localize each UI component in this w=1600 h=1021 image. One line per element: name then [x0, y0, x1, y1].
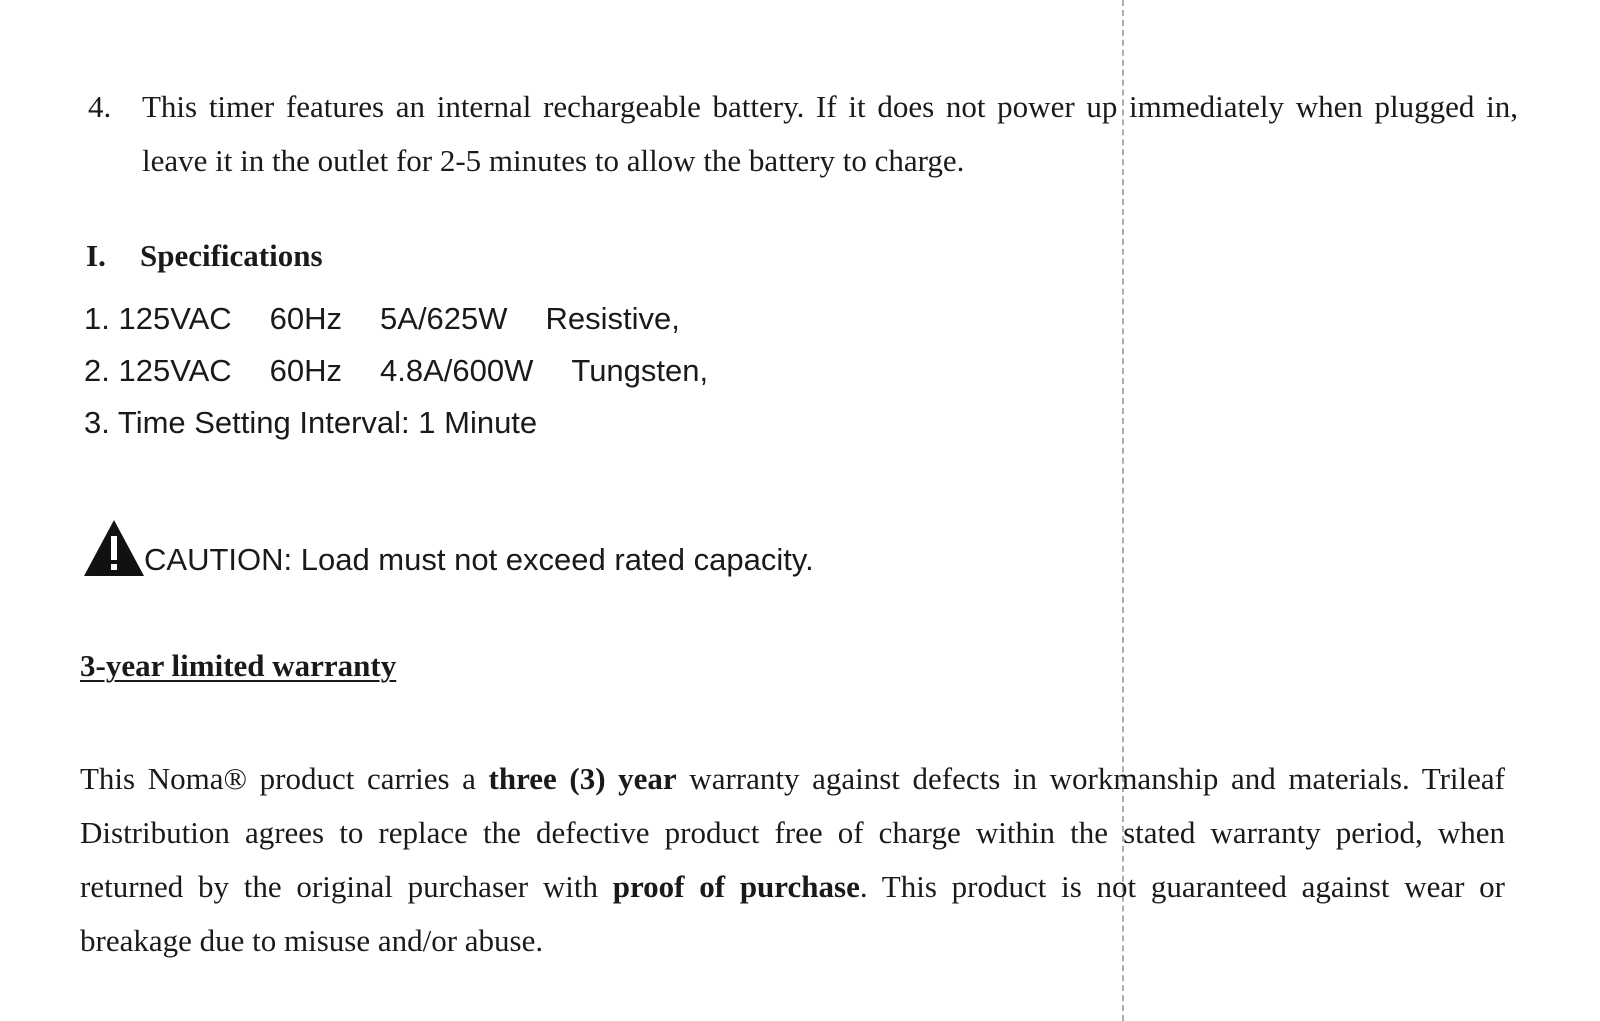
specifications-heading [86, 238, 323, 274]
warning-triangle-icon [82, 518, 146, 578]
spec-frequency: 60Hz [269, 353, 343, 388]
specifications-list [84, 293, 708, 449]
spec-line-2 [84, 345, 708, 397]
spec-voltage: 125VAC [118, 353, 232, 388]
spec-voltage: 125VAC [118, 301, 232, 336]
instruction-item-4 [88, 80, 1518, 188]
proof-of-purchase-bold: proof of purchase [612, 869, 860, 904]
section-title: Specifications [140, 238, 323, 273]
spec-frequency: 60Hz [269, 301, 343, 336]
item-number: 4. [88, 89, 112, 124]
spec-line-1 [84, 293, 708, 345]
spec-number: 2. [84, 353, 110, 388]
spec-number: 1. [84, 301, 110, 336]
spec-rating: 5A/625W [380, 301, 508, 336]
item-text: This timer features an internal rechargeable battery. If it does not power up immediately when plugged in, leave it in the outlet for 2-5 minutes to allow the battery to charge. [142, 89, 1518, 178]
warranty-heading: 3-year limited warranty [80, 648, 397, 683]
warranty-text-3: . This product is not guaranteed against wear or breakage due to misuse and/or abuse. [80, 869, 1506, 958]
spec-load-type: Resistive, [545, 301, 680, 336]
caution-text: CAUTION: Load must not exceed rated capacity. [144, 542, 814, 577]
spec-rating: 4.8A/600W [380, 353, 534, 388]
caution-notice [82, 518, 814, 578]
section-numeral: I. [86, 238, 106, 273]
warranty-paragraph [80, 752, 1505, 968]
spec-line-3: 3. Time Setting Interval: 1 Minute [84, 405, 538, 440]
warranty-text-1: This Noma® product carries a [80, 761, 489, 796]
warranty-term-bold: three (3) year [488, 761, 677, 796]
spec-load-type: Tungsten, [571, 353, 709, 388]
warranty-text-2: warranty against defects in workmanship and materials. Trileaf Distribution agrees to replace the defective product free of charge within the stated warranty period, when returned by the original purchaser with [80, 761, 1505, 904]
